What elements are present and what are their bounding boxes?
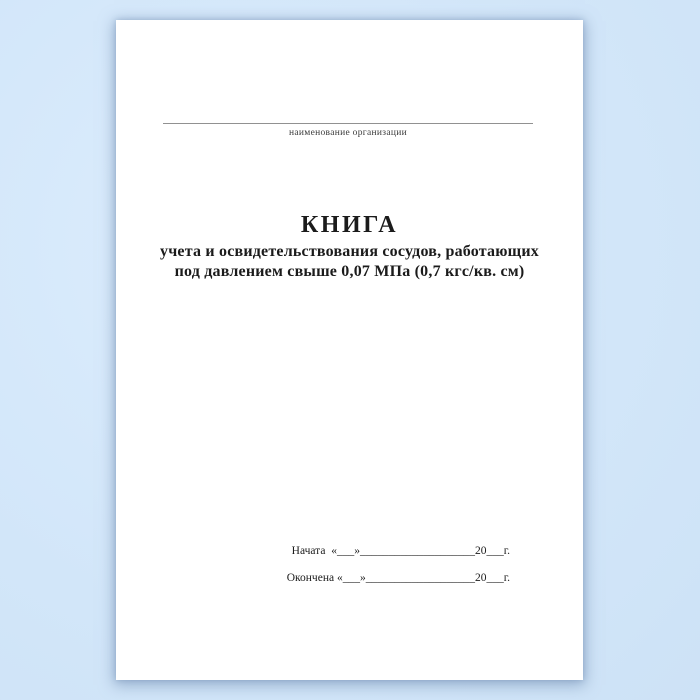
- finished-date-line: Окончена «___»___________________20___г.: [286, 572, 510, 584]
- organization-name-line: [163, 123, 533, 124]
- title-block: [116, 210, 583, 282]
- subtitle-line-1: учета и освидетельствования сосудов, работающих: [160, 243, 539, 260]
- started-date-line: Начата «___»____________________20___г.: [291, 545, 510, 557]
- document-page: [116, 20, 583, 680]
- organization-name-block: [163, 123, 533, 138]
- dates-block: [287, 538, 510, 592]
- document-title: КНИГА: [300, 212, 399, 238]
- organization-name-caption: наименование организации: [289, 128, 407, 138]
- document-subtitle: [116, 242, 583, 282]
- subtitle-line-2: под давлением свыше 0,07 МПа (0,7 кгс/кв. см): [174, 263, 525, 280]
